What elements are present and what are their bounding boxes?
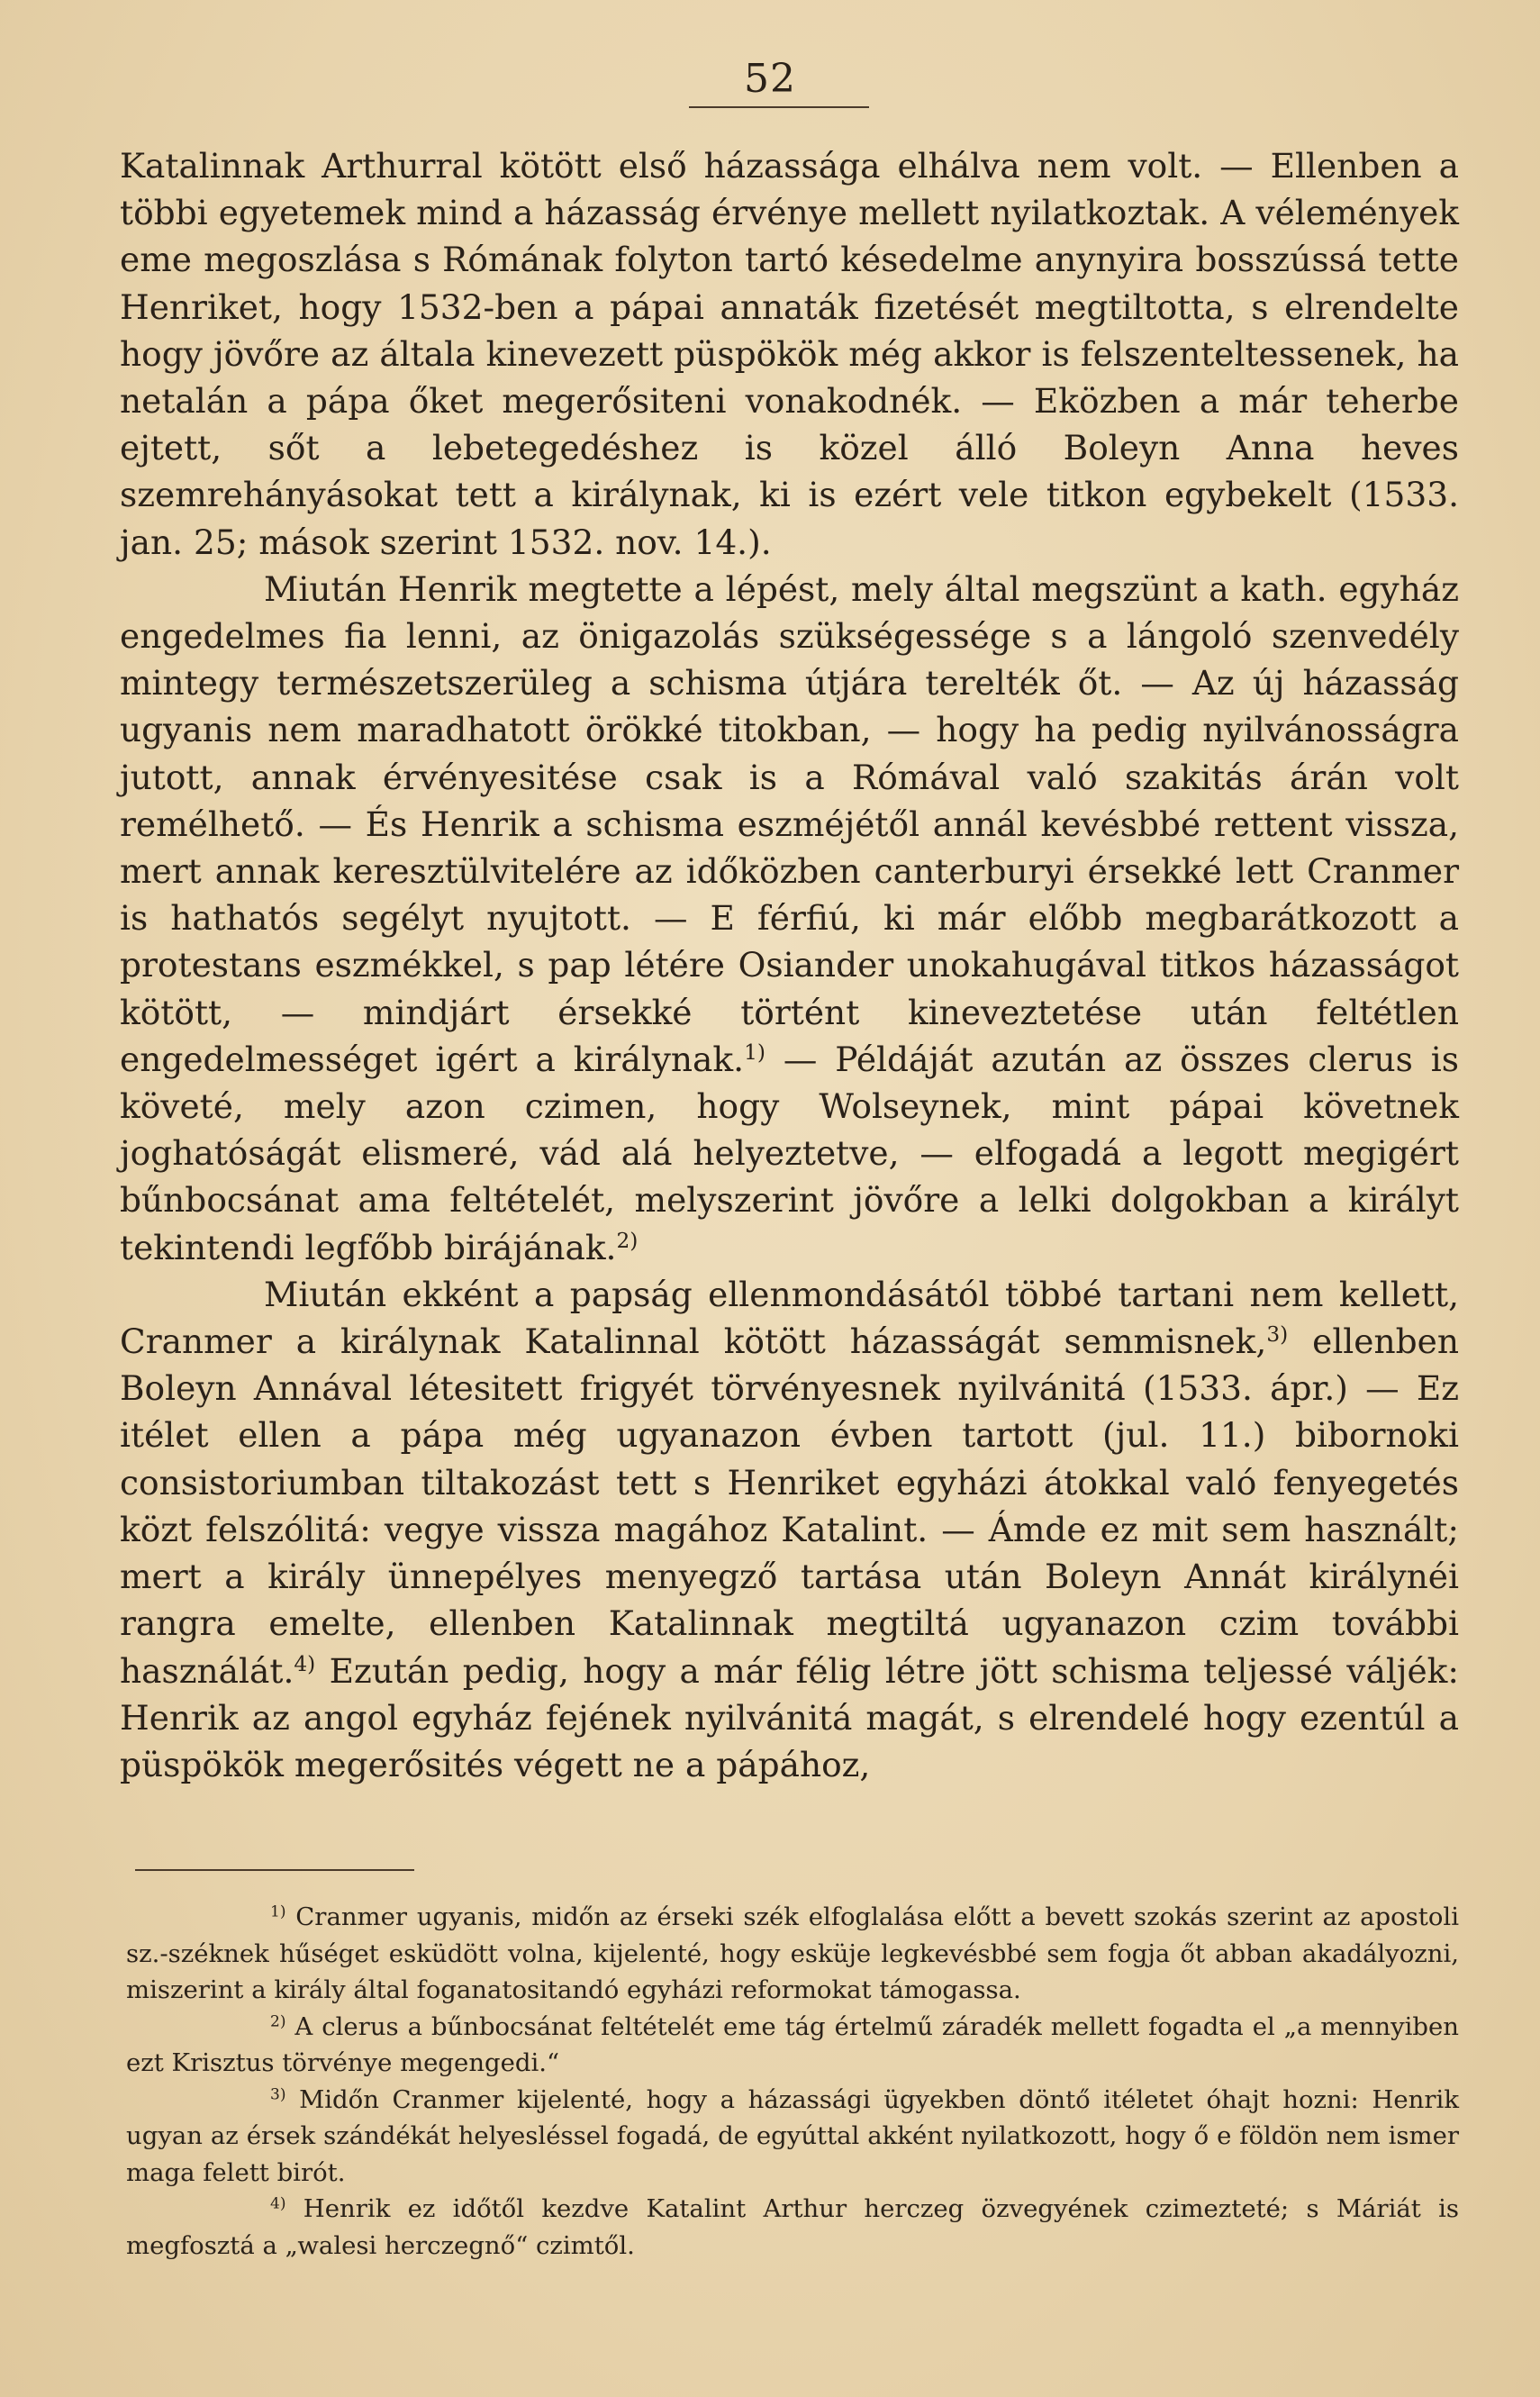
footnote-ref-1: 1) (744, 1040, 765, 1066)
footnote-divider (135, 1869, 414, 1871)
footnote-4 (126, 2191, 1459, 2264)
footnote-ref-3: 3) (1266, 1322, 1289, 1348)
main-text (120, 142, 1459, 1788)
paragraph-3-text: Miután ekként a papság ellenmondásától többé tartani nem kellett, Cranmer a királynak Katalinnal kötött házasságát semmisnek, (120, 1274, 1459, 1362)
paragraph-2 (120, 566, 1459, 1271)
footnote-1 (126, 1899, 1459, 2009)
footnote-ref-2: 2) (616, 1228, 639, 1253)
footnote-3-text: Midőn Cranmer kijelenté, hogy a házassági ügyekben döntő itéletet óhajt hozni: Henrik ugyan az érsek szándékát helyesléssel fogadá, de egyúttal akként nyilatkozott, hogy ő e földön nem ismer maga felett birót. (126, 2084, 1459, 2187)
footnote-3-mark: 3) (270, 2085, 286, 2104)
footnote-1-text: Cranmer ugyanis, midőn az érseki szék elfoglalása előtt a bevett szokás szerint az apostoli sz.-széknek hűséget esküdött volna, kijelenté, hogy esküje legkevésbbé sem fogja őt abban akadályozni, miszerint a király által foganatositandó egyházi reformokat támogassa. (126, 1902, 1459, 2004)
footnote-3 (126, 2082, 1459, 2192)
footnote-4-mark: 4) (270, 2194, 286, 2213)
page-number: 52 (744, 56, 796, 102)
footnote-1-mark: 1) (270, 1902, 286, 1921)
paragraph-2-text: Miután Henrik megtette a lépést, mely által megszünt a kath. egyház engedelmes fia lenni, az önigazolás szükségessége s a lángoló szenvedély mintegy természetszerüleg a schisma útjára terelték őt. — Az új házasság ugyanis nem maradhatott örökké titokban, — hogy ha pedig nyilvánosságra jutott, annak érvényesitése csak is a Rómával való szakitás árán volt remélhető. — És Henrik a schisma eszméjétől annál kevésbbé rettent vissza, mert annak keresztülvitelére az időközben canterburyi érsekké lett Cranmer is hathatós segélyt nyujtott. — E férfiú, ki már előbb megbarátkozott a protestans eszmékkel, s pap létére Osiander unokahugával titkos házasságot kötött, — mindjárt érsekké történt kineveztetése után feltétlen engedelmességet igért a királynak. (120, 568, 1459, 1079)
page-number-rule (689, 106, 869, 108)
footnotes (126, 1899, 1459, 2264)
paragraph-3 (120, 1271, 1459, 1788)
footnote-2 (126, 2009, 1459, 2082)
paragraph-3-cont-1: ellenben Boleyn Annával létesitett frigyét törvényesnek nyilvánitá (1533. ápr.) — Ez itélet ellen a pápa még ugyanazon évben tartott (jul. 11.) bibornoki consistoriumban tiltakozást tett s Henriket egyházi átokkal való fenyegetés közt felszólitá: vegye vissza magához Katalint. — Ámde ez mit sem használt; mert a király ünnepélyes menyegző tartása után Boleyn Annát királynéi rangra emelte, ellenben Katalinnak megtiltá ugyanazon czim további használát. (120, 1321, 1459, 1691)
footnote-2-text: A clerus a bűnbocsánat feltételét eme tág értelmű záradék mellett fogadta el „a mennyiben ezt Krisztus törvénye megengedi.“ (126, 2011, 1459, 2077)
footnote-4-text: Henrik ez időtől kezdve Katalint Arthur herczeg özvegyének czimezteté; s Máriát is megfosztá a „walesi herczegnő“ czimtől. (126, 2194, 1459, 2260)
paragraph-3-cont-2: Ezután pedig, hogy a már félig létre jött schisma teljessé váljék: Henrik az angol egyház fejének nyilvánitá magát, s elrendelé hogy ezentúl a püspökök megerősités végett ne a pápához, (120, 1650, 1459, 1784)
footnote-2-mark: 2) (270, 2012, 286, 2031)
paragraph-1 (120, 142, 1459, 566)
paragraph-2-cont: — Példáját azután az összes clerus is követé, mely azon czimen, hogy Wolseynek, mint pápai követnek joghatóságát elismeré, vád alá helyeztetve, — elfogadá a legott megigért bűnbocsánat ama feltételét, melyszerint jövőre a lelki dolgokban a királyt tekintendi legfőbb birájának. (120, 1039, 1459, 1267)
paragraph-1-text: Katalinnak Arthurral kötött első házassága elhálva nem volt. — Ellenben a többi egyetemek mind a házasság érvénye mellett nyilatkoztak. A vélemények eme megoszlása s Rómának folyton tartó késedelme anynyira bosszússá tette Henriket, hogy 1532-ben a pápai annaták fizetését megtiltotta, s elrendelte hogy jövőre az általa kinevezett püspökök még akkor is felszenteltessenek, ha netalán a pápa őket megerősiteni vonakodnék. — Eközben a már teherbe ejtett, sőt a lebetegedéshez is közel álló Boleyn Anna heves szemrehányásokat tett a királynak, ki is ezért vele titkon egybekelt (1533. jan. 25; mások szerint 1532. nov. 14.). (120, 146, 1459, 562)
footnote-ref-4: 4) (294, 1651, 316, 1676)
